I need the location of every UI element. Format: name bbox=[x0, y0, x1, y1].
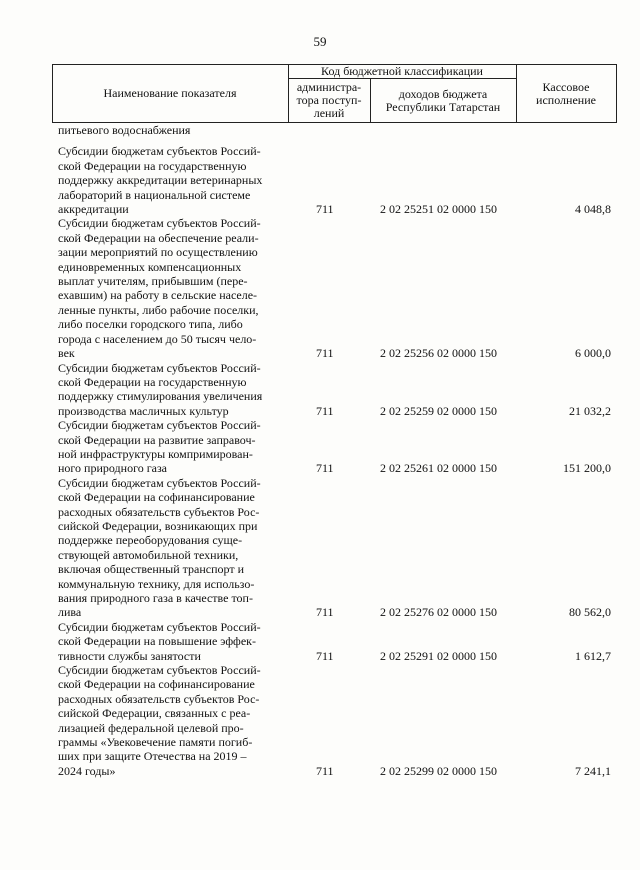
row-description-line: ствующей автомобильной техники, bbox=[58, 547, 239, 562]
row-description-line: коммунальную технику, для использо- bbox=[58, 576, 255, 591]
row-description-line: лизацией федеральной целевой про- bbox=[58, 720, 244, 735]
header-income-line: Республики Татарстан bbox=[385, 99, 501, 114]
row-description-line: ленные пункты, либо рабочие поселки, bbox=[58, 302, 259, 317]
page-number: 59 bbox=[313, 34, 327, 49]
header-admin-line: лений bbox=[313, 106, 345, 120]
table-row bbox=[58, 123, 613, 137]
row-income-code: 2 02 25261 02 0000 150 bbox=[380, 461, 497, 476]
row-description-line: поддержку аккредитации ветеринарных bbox=[58, 173, 263, 188]
row-description bbox=[58, 663, 286, 778]
table-row bbox=[58, 663, 613, 778]
row-description-line: Субсидии бюджетам субъектов Россий- bbox=[58, 663, 261, 678]
row-description-line: Субсидии бюджетам субъектов Россий- bbox=[58, 619, 261, 634]
table-row bbox=[58, 620, 613, 663]
row-description-line: ших при защите Отечества на 2019 – bbox=[58, 749, 247, 764]
table-body bbox=[58, 123, 613, 778]
row-description-line: Субсидии бюджетам субъектов Россий- bbox=[58, 360, 261, 375]
row-description-line: Субсидии бюджетам субъектов Россий- bbox=[58, 144, 261, 159]
row-description-line: поддержку стимулирования увеличения bbox=[58, 389, 263, 404]
row-amount: 7 241,1 bbox=[575, 763, 611, 778]
row-description-line: ской Федерации на государственную bbox=[58, 374, 247, 389]
header-cash-line: исполнение bbox=[536, 92, 596, 107]
row-description bbox=[58, 123, 286, 137]
header-name-column bbox=[52, 64, 288, 123]
row-description-line: лабораторий в национальной системе bbox=[58, 187, 251, 202]
row-description-line: век bbox=[58, 346, 75, 361]
header-code-group-label: Код бюджетной классификации bbox=[321, 63, 483, 78]
row-description-line: единовременных компенсационных bbox=[58, 259, 242, 274]
row-description-line: 2024 годы» bbox=[58, 763, 116, 778]
row-description bbox=[58, 216, 286, 360]
row-description-line: зации мероприятий по осуществлению bbox=[58, 245, 258, 260]
row-admin-code: 711 bbox=[316, 648, 334, 663]
row-description-line: Субсидии бюджетам субъектов Россий- bbox=[58, 475, 261, 490]
row-description-line: ской Федерации на обеспечение реали- bbox=[58, 230, 259, 245]
row-description-line: Субсидии бюджетам субъектов Россий- bbox=[58, 216, 261, 231]
row-description-line: ской Федерации на государственную bbox=[58, 158, 247, 173]
header-admin-line: администра- bbox=[296, 80, 362, 94]
row-income-code: 2 02 25299 02 0000 150 bbox=[380, 763, 497, 778]
row-income-code: 2 02 25291 02 0000 150 bbox=[380, 648, 497, 663]
row-description-line: ного природного газа bbox=[58, 461, 168, 476]
row-income-code: 2 02 25276 02 0000 150 bbox=[380, 605, 497, 620]
table-row bbox=[58, 361, 613, 419]
row-description-line: сийской Федерации, возникающих при bbox=[58, 518, 258, 533]
row-description-line: ной инфраструктуры компримирован- bbox=[58, 446, 253, 461]
row-description bbox=[58, 361, 286, 419]
row-amount: 6 000,0 bbox=[575, 346, 611, 361]
row-description bbox=[58, 144, 286, 216]
row-description-line: ской Федерации на софинансирование bbox=[58, 677, 255, 692]
header-income-column bbox=[370, 79, 516, 122]
row-description-line: расходных обязательств субъектов Рос- bbox=[58, 691, 260, 706]
row-description-line: тивности службы занятости bbox=[58, 648, 201, 663]
row-income-code: 2 02 25256 02 0000 150 bbox=[380, 346, 497, 361]
row-description-line: ской Федерации на развитие заправоч- bbox=[58, 432, 256, 447]
row-description-line: производства масличных культур bbox=[58, 403, 229, 418]
row-description-line: включая общественный транспорт и bbox=[58, 562, 245, 577]
row-income-code: 2 02 25251 02 0000 150 bbox=[380, 202, 497, 217]
row-description-line: ской Федерации на повышение эффек- bbox=[58, 634, 256, 649]
row-admin-code: 711 bbox=[316, 763, 334, 778]
row-amount: 21 032,2 bbox=[569, 403, 611, 418]
row-description-line: поддержке переоборудования суще- bbox=[58, 533, 243, 548]
row-description-line: ехавшим) на работу в сельские населе- bbox=[58, 288, 258, 303]
row-description bbox=[58, 620, 286, 663]
row-description-line: питьевого водоснабжения bbox=[58, 123, 191, 137]
row-admin-code: 711 bbox=[316, 605, 334, 620]
row-admin-code: 711 bbox=[316, 461, 334, 476]
header-admin-column bbox=[288, 79, 370, 122]
row-description-line: города с населением до 50 тысяч чело- bbox=[58, 331, 257, 346]
row-amount: 4 048,8 bbox=[575, 202, 611, 217]
row-description-line: сийской Федерации, связанных с реа- bbox=[58, 706, 251, 721]
row-description-line: лива bbox=[58, 605, 82, 620]
header-name-label: Наименование показателя bbox=[103, 86, 237, 100]
row-description-line: вания природного газа в качестве топ- bbox=[58, 591, 253, 605]
row-description bbox=[58, 418, 286, 476]
header-admin-line: тора поступ- bbox=[296, 93, 362, 107]
table-row bbox=[58, 144, 613, 216]
header-cash-line: Кассовое bbox=[542, 79, 590, 94]
row-description-line: выплат учителям, прибывшим (пере- bbox=[58, 274, 248, 289]
row-description-line: Субсидии бюджетам субъектов Россий- bbox=[58, 418, 261, 433]
row-amount: 151 200,0 bbox=[563, 461, 611, 476]
table-row bbox=[58, 216, 613, 360]
header-code-group bbox=[288, 64, 516, 78]
row-admin-code: 711 bbox=[316, 346, 334, 361]
row-description-line: аккредитации bbox=[58, 202, 129, 217]
header-income-line: доходов бюджета bbox=[398, 86, 488, 101]
table-row bbox=[58, 418, 613, 476]
row-admin-code: 711 bbox=[316, 202, 334, 217]
row-description-line: либо поселки городского типа, либо bbox=[58, 317, 243, 332]
table-header bbox=[52, 64, 617, 123]
row-admin-code: 711 bbox=[316, 403, 334, 418]
row-income-code: 2 02 25259 02 0000 150 bbox=[380, 403, 497, 418]
row-description-line: ской Федерации на софинансирование bbox=[58, 490, 255, 505]
row-description bbox=[58, 476, 286, 620]
row-description-line: расходных обязательств субъектов Рос- bbox=[58, 504, 260, 519]
row-amount: 1 612,7 bbox=[575, 648, 611, 663]
row-description-line: граммы «Увековечение памяти погиб- bbox=[58, 735, 253, 750]
row-amount: 80 562,0 bbox=[569, 605, 611, 620]
table-row bbox=[58, 476, 613, 620]
header-cash-column bbox=[516, 64, 616, 123]
